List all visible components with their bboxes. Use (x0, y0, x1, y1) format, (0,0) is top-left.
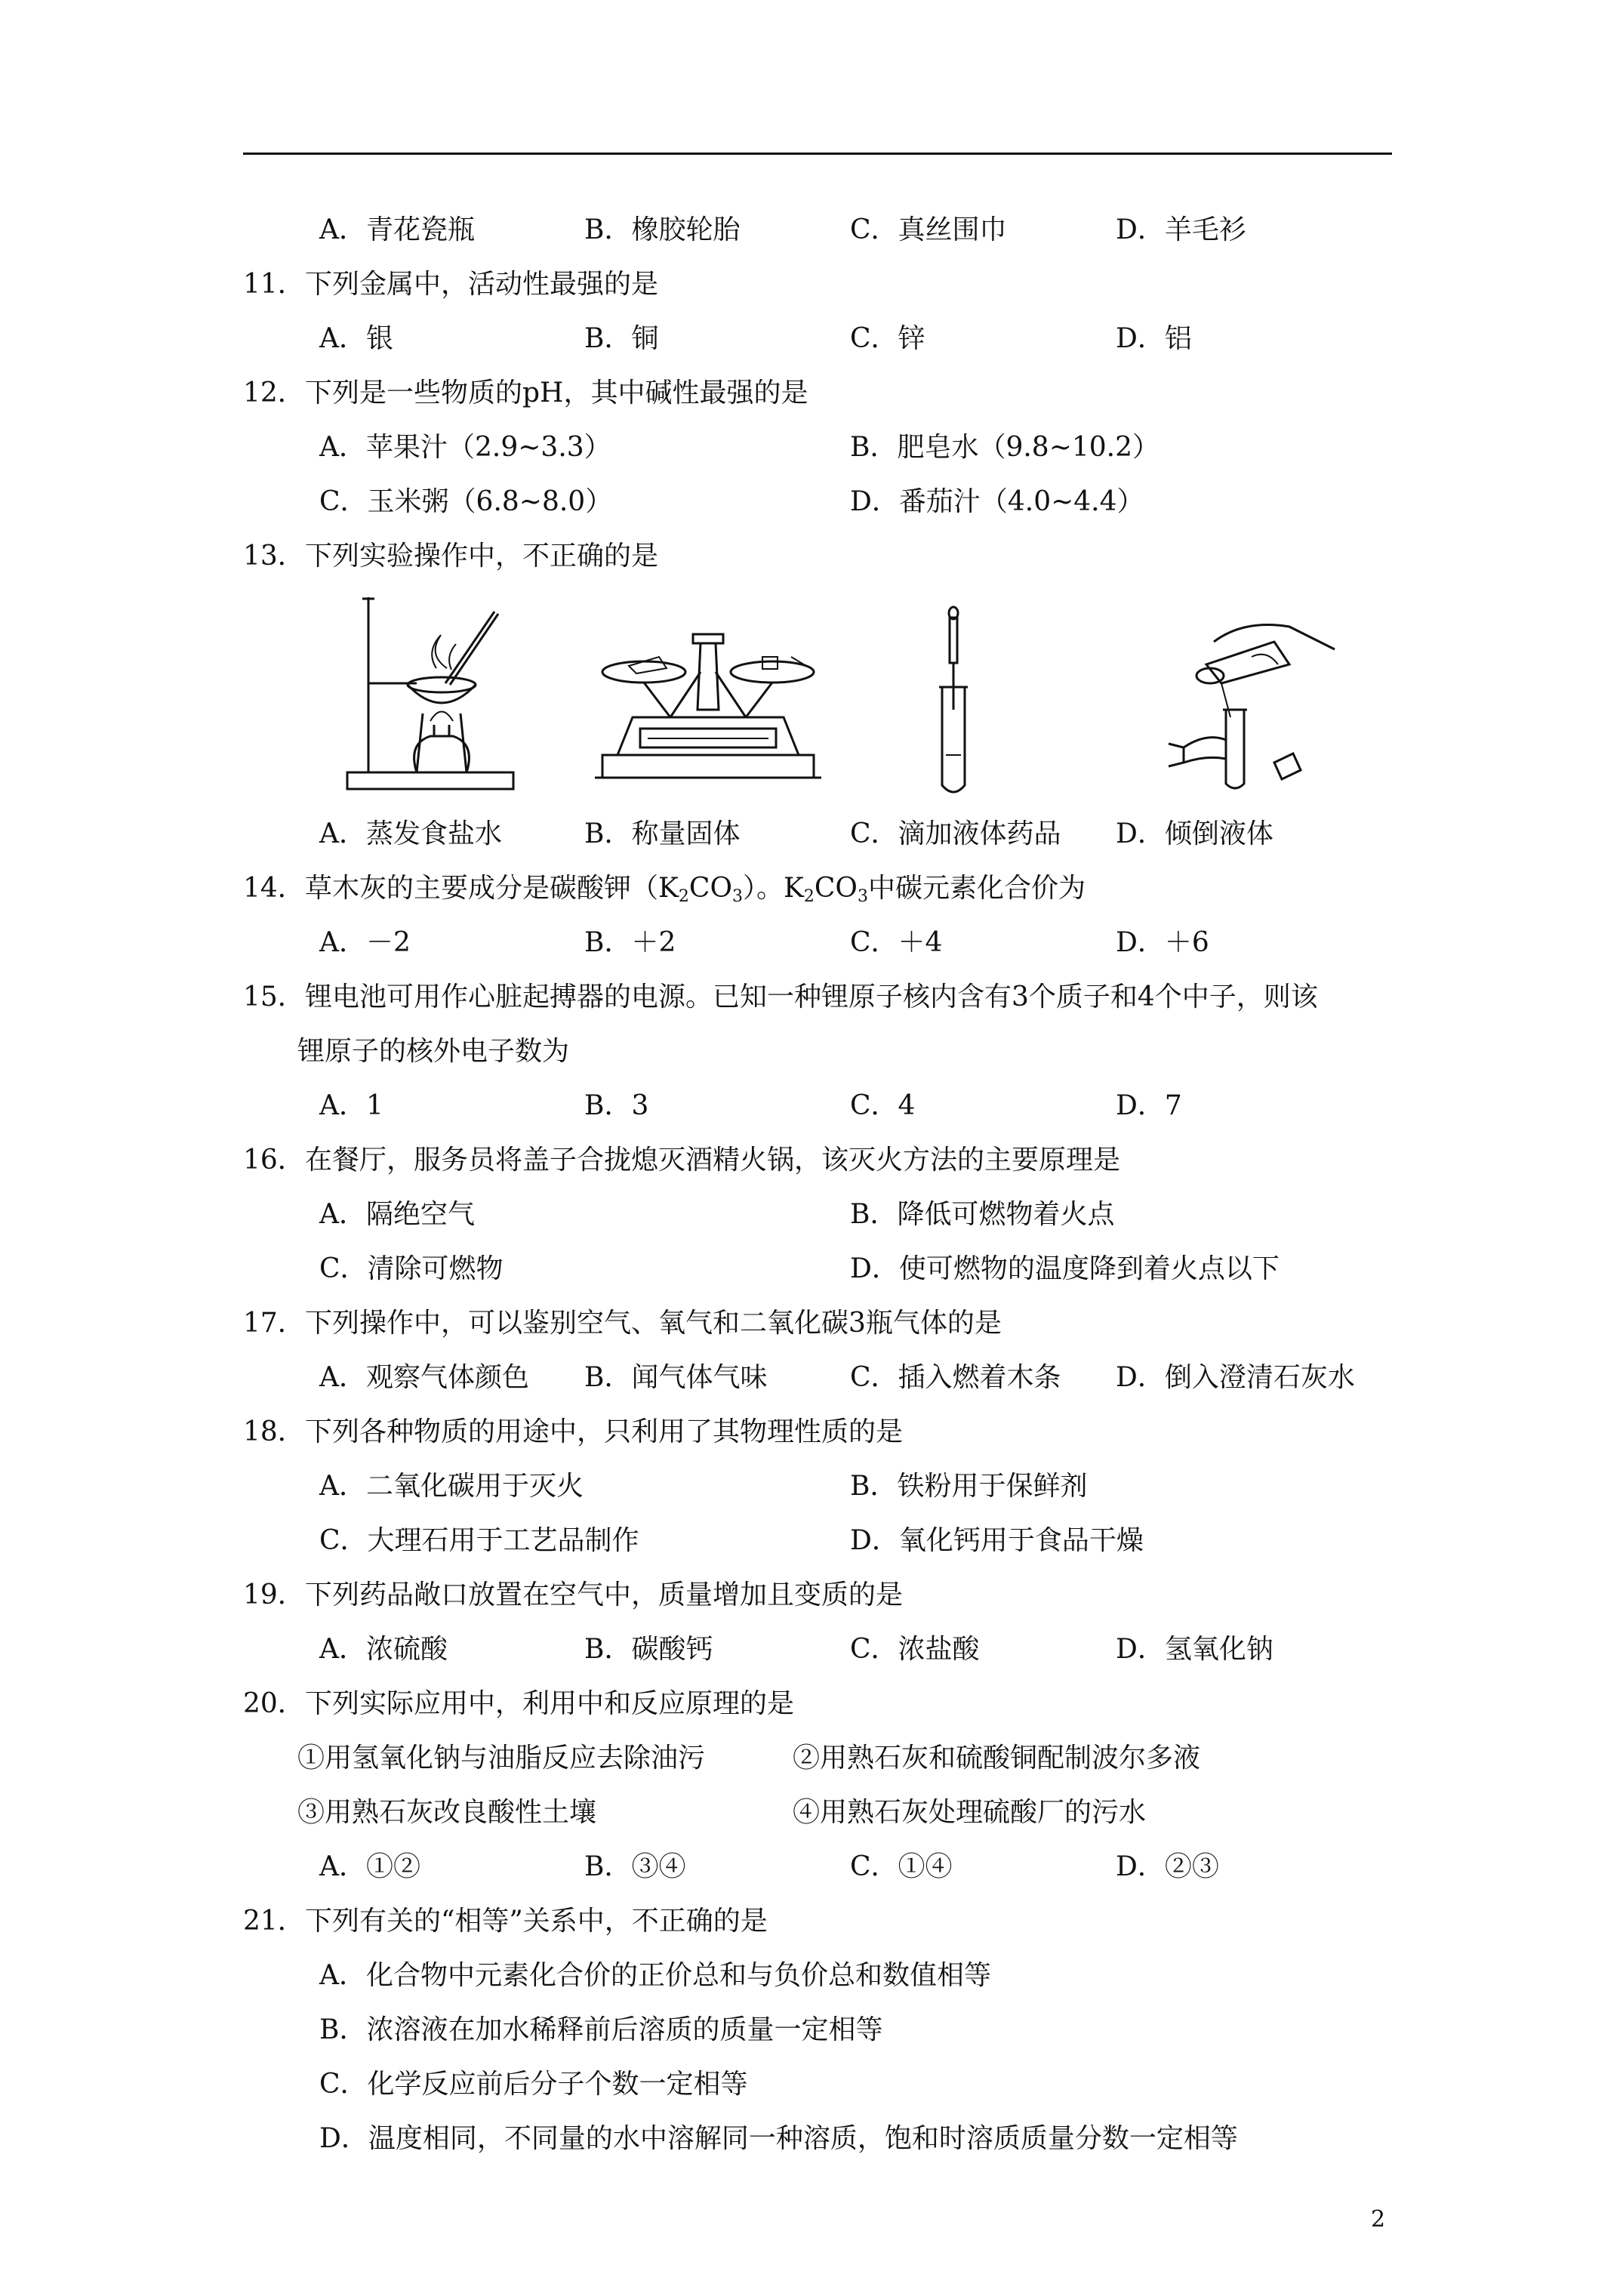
q15-option-b: B．3 (584, 1090, 649, 1121)
q20-item-1: ①用氢氧化钠与油脂反应去除油污 (297, 1743, 706, 1774)
q18-option-c: C．大理石用于工艺品制作 (319, 1525, 639, 1556)
pouring-liquid-figure (1161, 612, 1342, 793)
q20-option-b: B．③④ (584, 1851, 686, 1882)
q21-option-c: C．化学反应前后分子个数一定相等 (319, 2069, 748, 2100)
q12-option-b: B．肥皂水（9.8~10.2） (850, 432, 1160, 463)
q11-option-a: A．银 (319, 323, 393, 354)
q20-stem: 下列实际应用中，利用中和反应原理的是 (305, 1688, 795, 1719)
q14-option-d: D．＋6 (1116, 927, 1209, 958)
q12-option-c: C．玉米粥（6.8~8.0） (319, 486, 613, 517)
q20-item-4: ④用熟石灰处理硫酸厂的污水 (793, 1797, 1147, 1828)
q16-stem: 在餐厅，服务员将盖子合拢熄灭酒精火锅，该灭火方法的主要原理是 (305, 1145, 1121, 1176)
q17-option-c: C．插入燃着木条 (850, 1362, 1061, 1393)
q14-number: 14． (243, 873, 305, 904)
q13-option-c: C．滴加液体药品 (850, 818, 1061, 849)
q21-option-a: A．化合物中元素化合价的正价总和与负价总和数值相等 (319, 1960, 991, 1991)
q16-option-b: B．降低可燃物着火点 (850, 1199, 1115, 1230)
q20-number: 20． (243, 1688, 305, 1719)
q21-number: 21． (243, 1906, 305, 1937)
q18-option-b: B．铁粉用于保鲜剂 (850, 1471, 1088, 1502)
q17-number: 17． (243, 1308, 305, 1339)
q13-option-a: A．蒸发食盐水 (319, 818, 502, 849)
q18-option-a: A．二氧化碳用于灭火 (319, 1471, 584, 1502)
q14-option-b: B．＋2 (584, 927, 676, 958)
q11-option-d: D．铝 (1116, 323, 1192, 354)
q16-option-a: A．隔绝空气 (319, 1199, 475, 1230)
q19-option-c: C．浓盐酸 (850, 1634, 980, 1665)
q13-stem: 下列实验操作中，不正确的是 (305, 541, 659, 572)
q20-item-2: ②用熟石灰和硫酸铜配制波尔多液 (793, 1743, 1201, 1774)
q11-option-b: B．铜 (584, 323, 659, 354)
q15-option-d: D．7 (1116, 1090, 1182, 1121)
q17-stem: 下列操作中，可以鉴别空气、氧气和二氧化碳3瓶气体的是 (305, 1308, 1002, 1339)
q12-option-a: A．苹果汁（2.9~3.3） (319, 432, 611, 463)
q15-option-a: A．1 (319, 1090, 383, 1121)
q19-option-b: B．碳酸钙 (584, 1634, 713, 1665)
q19-stem: 下列药品敞口放置在空气中，质量增加且变质的是 (305, 1579, 904, 1610)
page-number: 2 (1371, 2206, 1386, 2233)
q15-option-c: C．4 (850, 1090, 916, 1121)
q15-stem-line1: 锂电池可用作心脏起搏器的电源。已知一种锂原子核内含有3个质子和4个中子，则该 (305, 982, 1318, 1012)
q15-stem-line2: 锂原子的核外电子数为 (297, 1036, 570, 1067)
q14-stem: 草木灰的主要成分是碳酸钾$(K_2CO_3)$。$K_2CO_3$中碳元素化合价为 (305, 873, 1086, 906)
q21-option-b: B．浓溶液在加水稀释前后溶质的质量一定相等 (319, 2014, 883, 2045)
header-rule (243, 153, 1392, 155)
q16-option-c: C．清除可燃物 (319, 1253, 504, 1284)
q13-option-b: B．称量固体 (584, 818, 741, 849)
q18-option-d: D．氧化钙用于食品干燥 (850, 1525, 1144, 1556)
q11-number: 11． (243, 269, 305, 300)
q19-option-a: A．浓硫酸 (319, 1634, 448, 1665)
q17-option-d: D．倒入澄清石灰水 (1116, 1362, 1355, 1393)
q20-option-c: C．①④ (850, 1851, 953, 1882)
q11-option-c: C．锌 (850, 323, 925, 354)
q11-stem: 下列金属中，活动性最强的是 (305, 269, 659, 300)
q10-option-c: C．真丝围巾 (850, 214, 1007, 245)
q12-stem: 下列是一些物质的pH，其中碱性最强的是 (305, 378, 808, 408)
dropper-test-tube-figure (927, 604, 980, 800)
q16-number: 16． (243, 1145, 305, 1176)
q21-option-d: D．温度相同，不同量的水中溶解同一种溶质，饱和时溶质质量分数一定相等 (319, 2123, 1238, 2154)
q16-option-d: D．使可燃物的温度降到着火点以下 (850, 1253, 1280, 1284)
q21-stem: 下列有关的“相等”关系中，不正确的是 (305, 1906, 768, 1937)
q14-option-a: A．－2 (319, 927, 411, 958)
q18-stem: 下列各种物质的用途中，只利用了其物理性质的是 (305, 1416, 904, 1447)
q12-number: 12． (243, 378, 305, 408)
q13-option-d: D．倾倒液体 (1116, 818, 1273, 849)
balance-scale-figure (587, 627, 829, 789)
q20-item-3: ③用熟石灰改良酸性土壤 (297, 1797, 597, 1828)
q20-option-a: A．①② (319, 1851, 420, 1882)
q10-option-a: A．青花瓷瓶 (319, 214, 475, 245)
q10-option-d: D．羊毛衫 (1116, 214, 1246, 245)
q15-number: 15． (243, 982, 305, 1012)
q17-option-b: B．闻气体气味 (584, 1362, 768, 1393)
q14-option-c: C．＋4 (850, 927, 943, 958)
q19-number: 19． (243, 1579, 305, 1610)
q20-option-d: D．②③ (1116, 1851, 1219, 1882)
q10-option-b: B．橡胶轮胎 (584, 214, 741, 245)
q17-option-a: A．观察气体颜色 (319, 1362, 529, 1393)
q12-option-d: D．番茄汁（4.0~4.4） (850, 486, 1144, 517)
q13-number: 13． (243, 541, 305, 572)
q19-option-d: D．氢氧化钠 (1116, 1634, 1273, 1665)
q18-number: 18． (243, 1416, 305, 1447)
evaporation-apparatus-figure (332, 593, 528, 797)
